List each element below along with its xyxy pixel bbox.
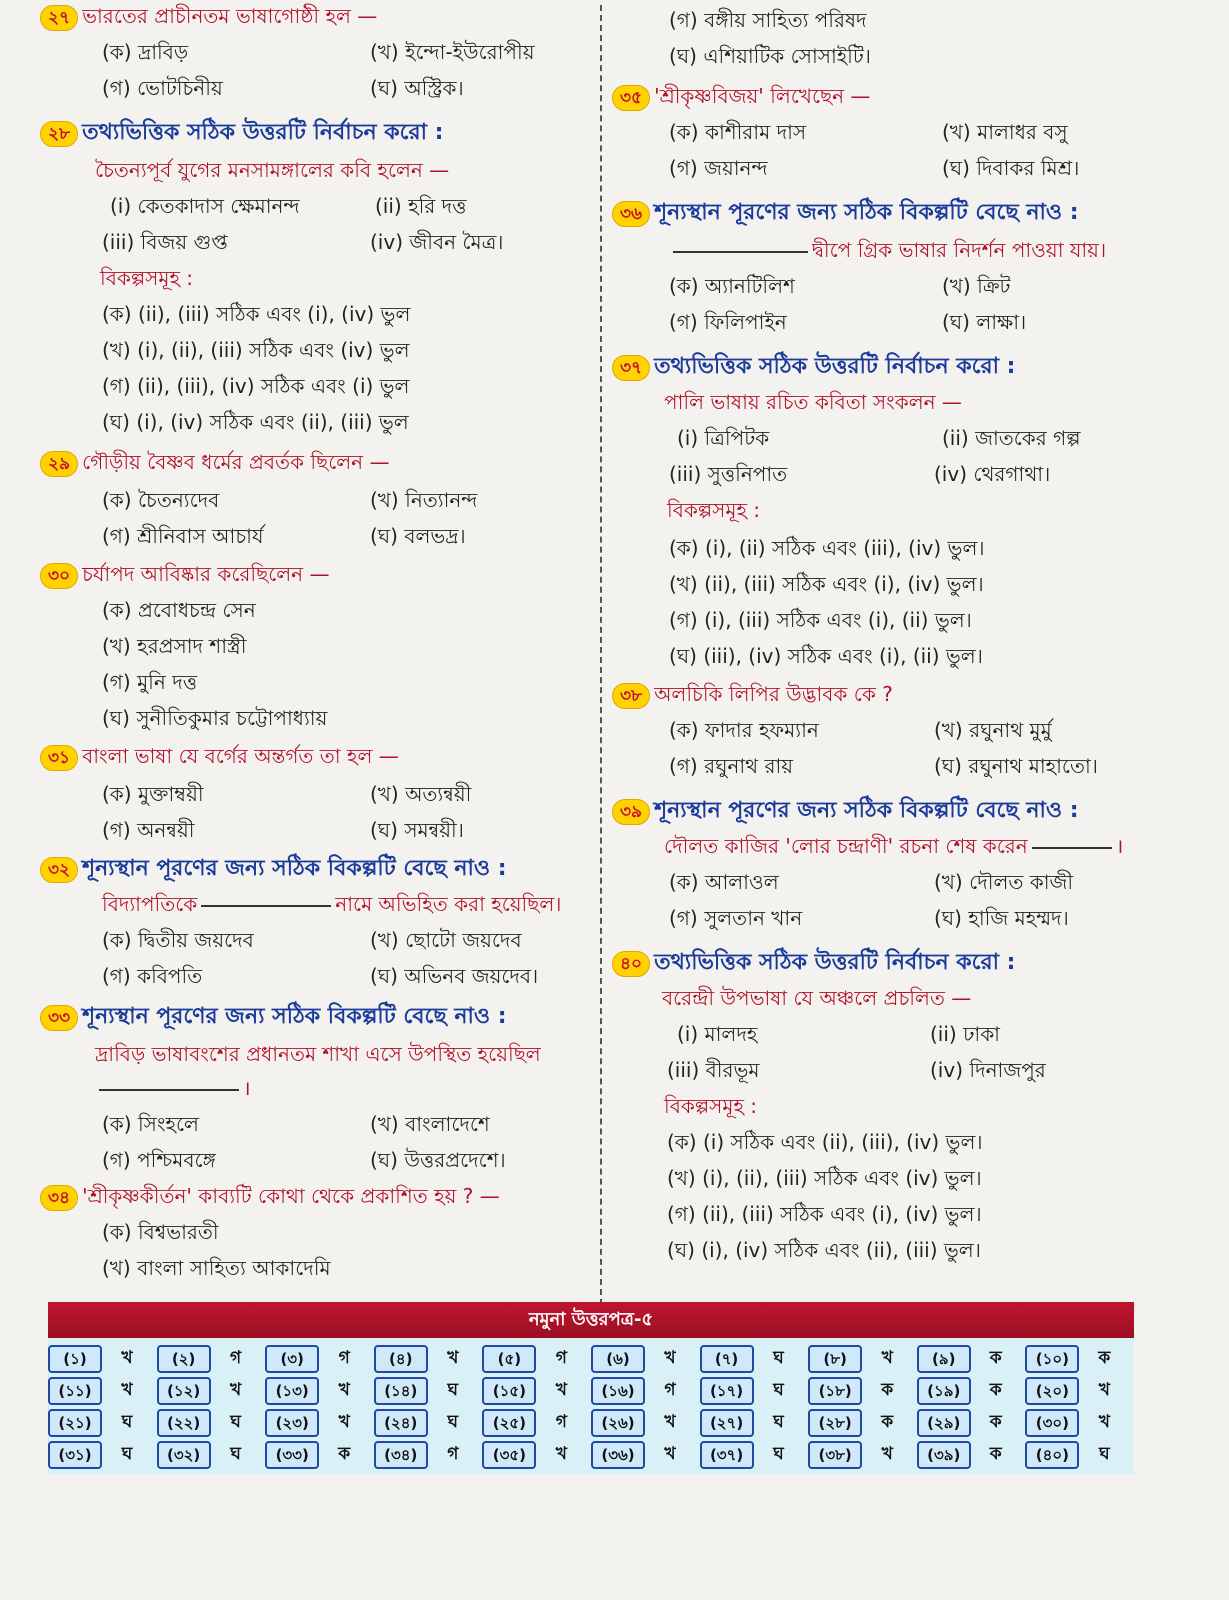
answer-cell xyxy=(482,1377,591,1405)
answer-number: (২৪) xyxy=(374,1409,428,1437)
question-37 xyxy=(612,352,1015,381)
answer-number: (১) xyxy=(48,1345,102,1373)
question-36 xyxy=(612,198,1079,227)
answer-value: ক xyxy=(1098,1348,1111,1368)
answer-cell xyxy=(700,1345,809,1373)
option-a[interactable]: (ক) (i), (ii) সঠিক এবং (iii), (iv) ভুল। xyxy=(669,536,985,560)
answer-value: গ xyxy=(555,1412,567,1432)
answer-value: খ xyxy=(121,1348,133,1368)
option-c[interactable]: (গ) (i), (iii) সঠিক এবং (i), (ii) ভুল। xyxy=(669,608,972,632)
statement-2: (ii) হরি দত্ত xyxy=(375,194,467,218)
answer-value: খ xyxy=(1098,1380,1110,1400)
question-32 xyxy=(40,854,507,883)
answer-number: (৬) xyxy=(591,1345,645,1373)
question-number-badge: ৩৭ xyxy=(612,355,650,381)
answer-number: (১৮) xyxy=(808,1377,862,1405)
answer-number: (৩৯) xyxy=(917,1441,971,1469)
question-number-badge: ৩৫ xyxy=(612,85,650,111)
answer-cell xyxy=(917,1345,1026,1373)
statement-3: (iii) সুত্তনিপাত xyxy=(669,462,788,486)
answer-cell xyxy=(1025,1441,1134,1469)
question-instruction: তথ্যভিত্তিক সঠিক উত্তরটি নির্বাচন করো : xyxy=(82,120,444,145)
answer-value: গ xyxy=(338,1348,350,1368)
question-stem: চৈতন্যপূর্ব যুগের মনসামঙ্গালের কবি হলেন — xyxy=(95,158,450,182)
statement-1: (i) মালদহ xyxy=(677,1022,758,1046)
answer-number: (২৫) xyxy=(482,1409,536,1437)
question-number-badge: ২৭ xyxy=(40,5,78,31)
answer-number: (৩১) xyxy=(48,1441,102,1469)
answer-value: খ xyxy=(881,1348,893,1368)
statement-1: (i) ত্রিপিটক xyxy=(677,426,770,450)
answer-number: (১৩) xyxy=(265,1377,319,1405)
answer-value: ক xyxy=(989,1348,1002,1368)
answer-number: (৫) xyxy=(482,1345,536,1373)
option-a[interactable]: (ক) অ্যানটিলিশ xyxy=(669,274,795,298)
answer-cell xyxy=(700,1441,809,1469)
answer-value: খ xyxy=(447,1348,459,1368)
question-40 xyxy=(612,948,1015,977)
question-30 xyxy=(40,560,329,589)
question-number-badge: ২৯ xyxy=(40,451,78,477)
statement-3: (iii) বীরভূম xyxy=(667,1058,760,1082)
option-c[interactable]: (গ) (ii), (iii) সঠিক এবং (i), (iv) ভুল। xyxy=(667,1202,982,1226)
answer-sheet-title: নমুনা উত্তরপত্র-৫ xyxy=(48,1302,1134,1338)
option-b[interactable]: (খ) (ii), (iii) সঠিক এবং (i), (iv) ভুল। xyxy=(669,572,984,596)
answer-cell xyxy=(48,1441,157,1469)
question-stem: পালি ভাষায় রচিত কবিতা সংকলন — xyxy=(664,390,962,414)
question-number-badge: ৪০ xyxy=(612,951,650,977)
answer-cell xyxy=(591,1409,700,1437)
answer-cell xyxy=(482,1409,591,1437)
answer-number: (২৯) xyxy=(917,1409,971,1437)
answer-value: ক xyxy=(881,1380,894,1400)
answer-cell xyxy=(808,1441,917,1469)
answer-number: (১৭) xyxy=(700,1377,754,1405)
option-b[interactable]: (খ) হরপ্রসাদ শাস্ত্রী xyxy=(102,634,247,658)
question-stem: দ্রাবিড় ভাষাবংশের প্রধানতম শাখা এসে উপস্থিত হয়েছিল xyxy=(95,1042,541,1066)
answer-value: ঘ xyxy=(447,1412,459,1432)
option-a[interactable]: (ক) দ্বিতীয় জয়দেব xyxy=(102,928,254,952)
option-c[interactable]: (গ) অনন্বয়ী xyxy=(102,818,195,842)
answer-value: খ xyxy=(555,1380,567,1400)
answer-cell xyxy=(591,1377,700,1405)
answer-value: গ xyxy=(447,1444,459,1464)
answer-cell xyxy=(917,1409,1026,1437)
answer-cell xyxy=(700,1409,809,1437)
answer-number: (২৩) xyxy=(265,1409,319,1437)
option-d[interactable]: (ঘ) (i), (iv) সঠিক এবং (ii), (iii) ভুল। xyxy=(667,1238,981,1262)
question-stem xyxy=(669,236,1106,264)
question-stem: বরেন্দ্রী উপভাষা যে অঞ্চলে প্রচলিত — xyxy=(662,986,972,1010)
options-heading: বিকল্পসমূহ : xyxy=(664,1094,758,1118)
answer-number: (৩) xyxy=(265,1345,319,1373)
answer-cell xyxy=(591,1345,700,1373)
answer-number: (১০) xyxy=(1025,1345,1079,1373)
option-c[interactable]: (গ) ফিলিপাইন xyxy=(669,310,787,334)
answer-value: ঘ xyxy=(230,1412,241,1432)
answer-value: ঘ xyxy=(1099,1444,1110,1464)
question-34 xyxy=(40,1182,500,1211)
question-number-badge: ৩৩ xyxy=(40,1005,78,1031)
answer-number: (৪) xyxy=(374,1345,428,1373)
answer-number: (৯) xyxy=(917,1345,971,1373)
stem-start: বিদ্যাপতিকে xyxy=(102,892,198,916)
question-instruction: শূন্যস্থান পূরণের জন্য সঠিক বিকল্পটি বেছে নাও : xyxy=(82,1004,507,1029)
question-text: ভারতের প্রাচীনতম ভাষাগোষ্ঠী হল — xyxy=(82,4,378,28)
answer-value: গ xyxy=(555,1348,567,1368)
answer-number: (৩৪) xyxy=(374,1441,428,1469)
question-39 xyxy=(612,796,1079,825)
answer-grid xyxy=(48,1338,1134,1474)
option-d[interactable]: (ঘ) রঘুনাথ মাহাতো। xyxy=(934,754,1098,778)
question-instruction: শূন্যস্থান পূরণের জন্য সঠিক বিকল্পটি বেছে নাও : xyxy=(654,200,1079,225)
answer-value: ক xyxy=(989,1412,1002,1432)
option-b[interactable]: (খ) রঘুনাথ মুর্মু xyxy=(934,718,1052,742)
option-d[interactable]: (ঘ) (i), (iv) সঠিক এবং (ii), (iii) ভুল xyxy=(102,410,409,434)
answer-number: (২৭) xyxy=(700,1409,754,1437)
question-stem xyxy=(664,832,1123,860)
answer-cell xyxy=(157,1409,266,1437)
answer-value: ক xyxy=(338,1444,351,1464)
question-number-badge: ৩০ xyxy=(40,563,78,589)
fill-blank xyxy=(99,1089,239,1091)
fill-blank xyxy=(1032,847,1112,849)
option-d[interactable]: (ঘ) অভিনব জয়দেব। xyxy=(370,964,539,988)
option-c[interactable]: (গ) মুনি দত্ত xyxy=(102,670,198,694)
answer-value: খ xyxy=(664,1444,676,1464)
option-b[interactable]: (খ) ইন্দো-ইউরোপীয় xyxy=(370,40,535,64)
answer-cell xyxy=(1025,1377,1134,1405)
option-c[interactable]: (গ) রঘুনাথ রায় xyxy=(669,754,794,778)
answer-value: ঘ xyxy=(121,1444,133,1464)
answer-number: (৮) xyxy=(808,1345,862,1373)
option-d[interactable]: (ঘ) উত্তরপ্রদেশে। xyxy=(370,1148,506,1172)
answer-value: ঘ xyxy=(773,1380,784,1400)
answer-number: (২১) xyxy=(48,1409,102,1437)
option-d[interactable]: (ঘ) লাক্ষা। xyxy=(942,310,1027,334)
answer-cell xyxy=(157,1345,266,1373)
answer-cell xyxy=(265,1377,374,1405)
answer-value: ক xyxy=(989,1380,1002,1400)
answer-row xyxy=(48,1375,1134,1407)
answer-number: (৩৬) xyxy=(591,1441,645,1469)
statement-1: (i) কেতকাদাস ক্ষেমানন্দ xyxy=(110,194,300,218)
question-instruction: তথ্যভিত্তিক সঠিক উত্তরটি নির্বাচন করো : xyxy=(654,354,1016,379)
option-d[interactable]: (ঘ) সুনীতিকুমার চট্টোপাধ্যায় xyxy=(102,706,328,730)
answer-value: ক xyxy=(881,1412,894,1432)
option-d[interactable]: (ঘ) হাজি মহম্মদ। xyxy=(934,906,1069,930)
question-29 xyxy=(40,448,389,477)
answer-value: খ xyxy=(230,1380,242,1400)
answer-number: (৪০) xyxy=(1025,1441,1079,1469)
answer-number: (১১) xyxy=(48,1377,102,1405)
question-number-badge: ৩২ xyxy=(40,857,78,883)
option-d[interactable]: (ঘ) দিবাকর মিশ্র। xyxy=(942,156,1080,180)
question-33 xyxy=(40,1002,507,1031)
question-instruction: শূন্যস্থান পূরণের জন্য সঠিক বিকল্পটি বেছে নাও : xyxy=(654,798,1079,823)
option-c[interactable]: (গ) ভোটচিনীয় xyxy=(102,76,223,100)
answer-number: (২২) xyxy=(157,1409,211,1437)
fill-blank xyxy=(201,905,331,907)
question-number-badge: ৩৬ xyxy=(612,201,650,227)
option-c[interactable]: (গ) বঙ্গীয় সাহিত্য পরিষদ xyxy=(669,8,867,32)
option-a[interactable]: (ক) (i) সঠিক এবং (ii), (iii), (iv) ভুল। xyxy=(667,1130,983,1154)
options-heading: বিকল্পসমূহ : xyxy=(667,498,761,522)
answer-row xyxy=(48,1439,1134,1471)
answer-cell xyxy=(808,1377,917,1405)
answer-cell xyxy=(157,1377,266,1405)
option-b[interactable]: (খ) নিত্যানন্দ xyxy=(370,488,478,512)
answer-cell xyxy=(917,1377,1026,1405)
fill-blank xyxy=(673,251,808,253)
answer-number: (৩৫) xyxy=(482,1441,536,1469)
answer-cell xyxy=(1025,1409,1134,1437)
statement-2: (ii) ঢাকা xyxy=(930,1022,1000,1046)
option-a[interactable]: (ক) ফাদার হফম্যান xyxy=(669,718,819,742)
answer-number: (২) xyxy=(157,1345,211,1373)
answer-number: (৩৮) xyxy=(808,1441,862,1469)
option-c[interactable]: (গ) শ্রীনিবাস আচার্য xyxy=(102,524,264,548)
question-stem xyxy=(102,890,561,918)
answer-value: খ xyxy=(338,1412,350,1432)
option-b[interactable]: (খ) (i), (ii), (iii) সঠিক এবং (iv) ভুল xyxy=(102,338,410,362)
statement-2: (ii) জাতকের গল্প xyxy=(942,426,1081,450)
question-number-badge: ২৮ xyxy=(40,121,78,147)
question-text: অলচিকি লিপির উদ্ভাবক কে ? xyxy=(654,682,893,706)
answer-cell xyxy=(157,1441,266,1469)
answer-cell xyxy=(700,1377,809,1405)
answer-sheet xyxy=(48,1302,1134,1474)
question-35 xyxy=(612,82,870,111)
answer-number: (২৮) xyxy=(808,1409,862,1437)
answer-number: (৩২) xyxy=(157,1441,211,1469)
answer-number: (১৫) xyxy=(482,1377,536,1405)
option-a[interactable]: (ক) দ্রাবিড় xyxy=(102,40,189,64)
answer-cell xyxy=(374,1345,483,1373)
stem-end: । xyxy=(243,1076,251,1100)
answer-cell xyxy=(48,1409,157,1437)
answer-value: খ xyxy=(338,1380,350,1400)
stem-end: । xyxy=(1115,834,1124,858)
answer-value: খ xyxy=(881,1444,893,1464)
question-instruction: শূন্যস্থান পূরণের জন্য সঠিক বিকল্পটি বেছে নাও : xyxy=(82,856,507,881)
answer-value: গ xyxy=(664,1380,676,1400)
answer-cell xyxy=(917,1441,1026,1469)
answer-number: (৩০) xyxy=(1025,1409,1079,1437)
option-c[interactable]: (গ) পশ্চিমবঙ্গে xyxy=(102,1148,216,1172)
option-a[interactable]: (ক) কাশীরাম দাস xyxy=(669,120,807,144)
question-stem-blank xyxy=(95,1074,251,1102)
option-b[interactable]: (খ) (i), (ii), (iii) সঠিক এবং (iv) ভুল। xyxy=(667,1166,982,1190)
question-instruction: তথ্যভিত্তিক সঠিক উত্তরটি নির্বাচন করো : xyxy=(654,950,1016,975)
answer-value: ঘ xyxy=(447,1380,459,1400)
question-27 xyxy=(40,2,377,31)
option-c[interactable]: (গ) কবিপতি xyxy=(102,964,203,988)
answer-number: (২০) xyxy=(1025,1377,1079,1405)
answer-value: খ xyxy=(121,1380,133,1400)
question-number-badge: ৩৮ xyxy=(612,683,650,709)
column-divider xyxy=(600,5,602,1305)
option-c[interactable]: (গ) জয়ানন্দ xyxy=(669,156,768,180)
answer-value: ক xyxy=(989,1444,1002,1464)
option-b[interactable]: (খ) বাংলা সাহিত্য আকাদেমি xyxy=(102,1256,331,1280)
option-c[interactable]: (গ) (ii), (iii), (iv) সঠিক এবং (i) ভুল xyxy=(102,374,410,398)
question-number-badge: ৩৯ xyxy=(612,799,650,825)
option-a[interactable]: (ক) সিংহলে xyxy=(102,1112,199,1136)
option-b[interactable]: (খ) ক্রিট xyxy=(942,274,1011,298)
statement-4: (iv) থেরগাথা। xyxy=(934,462,1051,486)
stem-text: দ্বীপে গ্রিক ভাষার নিদর্শন পাওয়া যায়। xyxy=(812,238,1107,262)
answer-number: (১৯) xyxy=(917,1377,971,1405)
answer-number: (৩৭) xyxy=(700,1441,754,1469)
answer-cell xyxy=(265,1441,374,1469)
answer-row xyxy=(48,1407,1134,1439)
stem-text: দৌলত কাজির 'লোর চন্দ্রাণী' রচনা শেষ করেন xyxy=(664,834,1028,858)
question-31 xyxy=(40,742,399,771)
answer-cell xyxy=(808,1409,917,1437)
answer-cell xyxy=(808,1345,917,1373)
option-b[interactable]: (খ) বাংলাদেশে xyxy=(370,1112,490,1136)
option-d[interactable]: (ঘ) সমন্বয়ী। xyxy=(370,818,464,842)
option-b[interactable]: (খ) মালাধর বসু xyxy=(942,120,1068,144)
answer-value: গ xyxy=(230,1348,242,1368)
option-b[interactable]: (খ) অত্যন্বয়ী xyxy=(370,782,472,806)
answer-cell xyxy=(591,1441,700,1469)
answer-cell xyxy=(265,1409,374,1437)
question-28 xyxy=(40,118,443,147)
question-number-badge: ৩১ xyxy=(40,745,78,771)
answer-value: ঘ xyxy=(773,1412,784,1432)
answer-cell xyxy=(48,1377,157,1405)
option-b[interactable]: (খ) ছোটো জয়দেব xyxy=(370,928,522,952)
option-d[interactable]: (ঘ) অস্ট্রিক। xyxy=(370,76,464,100)
statement-4: (iv) দিনাজপুর xyxy=(930,1058,1046,1082)
answer-cell xyxy=(374,1377,483,1405)
answer-row xyxy=(48,1343,1134,1375)
answer-cell xyxy=(482,1441,591,1469)
option-a[interactable]: (ক) মুক্তাম্বয়ী xyxy=(102,782,204,806)
options-heading: বিকল্পসমূহ : xyxy=(100,266,194,290)
answer-cell xyxy=(265,1345,374,1373)
option-a[interactable]: (ক) আলাওল xyxy=(669,870,779,894)
answer-number: (১৪) xyxy=(374,1377,428,1405)
answer-value: খ xyxy=(664,1348,676,1368)
answer-value: ঘ xyxy=(230,1444,241,1464)
question-38 xyxy=(612,680,893,709)
option-d[interactable]: (ঘ) (iii), (iv) সঠিক এবং (i), (ii) ভুল। xyxy=(669,644,983,668)
answer-value: খ xyxy=(664,1412,676,1432)
question-text: 'শ্রীকৃষ্ণকীর্তন' কাব্যটি কোথা থেকে প্রকাশিত হয় ? — xyxy=(82,1184,500,1208)
option-a[interactable]: (ক) চৈতন্যদেব xyxy=(102,488,220,512)
answer-value: ঘ xyxy=(773,1348,784,1368)
option-d[interactable]: (ঘ) বলভদ্র। xyxy=(370,524,466,548)
answer-value: খ xyxy=(555,1444,567,1464)
question-text: বাংলা ভাষা যে বর্গের অন্তর্গত তা হল — xyxy=(82,744,399,768)
answer-cell xyxy=(374,1409,483,1437)
answer-number: (১৬) xyxy=(591,1377,645,1405)
question-text: চর্যাপদ আবিষ্কার করেছিলেন — xyxy=(82,562,330,586)
statement-3: (iii) বিজয় গুপ্ত xyxy=(102,230,228,254)
answer-cell xyxy=(48,1345,157,1373)
option-a[interactable]: (ক) প্রবোধচন্দ্র সেন xyxy=(102,598,256,622)
answer-cell xyxy=(482,1345,591,1373)
answer-value: ঘ xyxy=(773,1444,784,1464)
option-a[interactable]: (ক) (ii), (iii) সঠিক এবং (i), (iv) ভুল xyxy=(102,302,411,326)
answer-number: (১২) xyxy=(157,1377,211,1405)
statement-4: (iv) জীবন মৈত্র। xyxy=(370,230,504,254)
question-text: গৌড়ীয় বৈষ্ণব ধর্মের প্রবর্তক ছিলেন — xyxy=(82,450,390,474)
option-b[interactable]: (খ) দৌলত কাজী xyxy=(934,870,1074,894)
answer-number: (২৬) xyxy=(591,1409,645,1437)
option-c[interactable]: (গ) সুলতান খান xyxy=(669,906,803,930)
option-a[interactable]: (ক) বিশ্বভারতী xyxy=(102,1220,219,1244)
answer-number: (৭) xyxy=(700,1345,754,1373)
answer-number: (৩৩) xyxy=(265,1441,319,1469)
answer-value: খ xyxy=(1098,1412,1110,1432)
answer-value: ঘ xyxy=(121,1412,133,1432)
stem-end: নামে অভিহিত করা হয়েছিল। xyxy=(335,892,562,916)
question-number-badge: ৩৪ xyxy=(40,1185,78,1211)
question-text: 'শ্রীকৃষ্ণবিজয়' লিখেছেন — xyxy=(654,84,871,108)
option-d[interactable]: (ঘ) এশিয়াটিক সোসাইটি। xyxy=(669,44,871,68)
answer-cell xyxy=(1025,1345,1134,1373)
answer-cell xyxy=(374,1441,483,1469)
